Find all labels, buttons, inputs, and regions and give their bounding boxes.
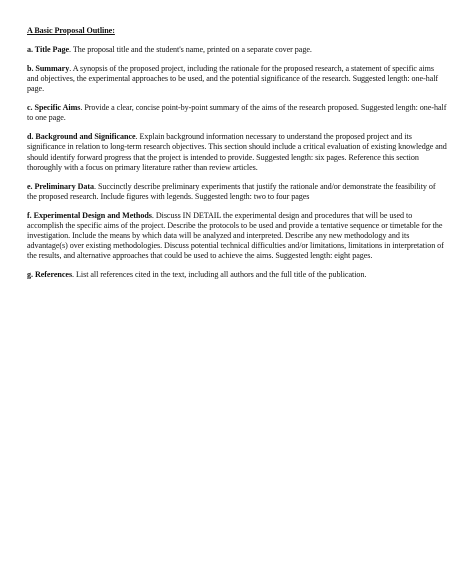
- section-text: Explain background information necessary to understand the proposed project and its significance in relation to long-term research objectives. This section should include a critical evaluation of existing knowledge and should identify forward progress that the project is intended to provide. Suggested length: six pages. Reference this section thoroughly with a focus on primary literature rather than review articles.: [27, 132, 447, 172]
- section-preliminary-data: e. Preliminary Data. Succinctly describe preliminary experiments that justify the rationale and/or demonstrate the feasibility of the proposed research. Include figures with legends. Suggested length: two to four pages: [27, 181, 436, 201]
- section-heading: b. Summary: [27, 64, 70, 73]
- document-content: [27, 26, 447, 289]
- section-heading: c. Specific Aims: [27, 103, 81, 113]
- section-text: A synopsis of the proposed project, including the rationale for the proposed research, a statement of specific aims and objectives, the experimental approaches to be used, and the potential significance of the research. Suggested length: one-half page.: [27, 64, 439, 94]
- section-text: List all references cited in the text, including all authors and the full title of the publication.: [76, 270, 367, 280]
- section-specific-aims: c. Specific Aims. Provide a clear, concise point-by-point summary of the aims of the research proposed. Suggested length: one-half to one page.: [27, 103, 447, 123]
- section-text: Discuss IN DETAIL the experimental design and procedures that will be used to accomplish the specific aims of the project. Describe the protocols to be used and provide a tentative sequence or timetable for the investigation. Include the means by which data will be analyzed and interpreted. Describe any new methodology and its advantage(s) over existing methodologies. Discuss potential technical difficulties and/or limitations, limitations in interpretation of the results, and alternative approaches that could be used to achieve the aims. Suggested length: eight pages.: [27, 210, 444, 261]
- document-title: A Basic Proposal Outline:: [27, 26, 115, 35]
- section-heading: f. Experimental Design and Methods: [27, 210, 152, 220]
- section-text: Succinctly describe preliminary experiments that justify the rationale and/or demonstrate the feasibility of the proposed research. Include figures with legends. Suggested length: two to four pages: [27, 181, 436, 201]
- section-references: g. References. List all references cited in the text, including all authors and the full title of the publication.: [27, 270, 367, 280]
- section-text: Provide a clear, concise point-by-point summary of the aims of the research proposed. Suggested length: one-half to one page.: [27, 103, 447, 123]
- section-summary: b. Summary. A synopsis of the proposed project, including the rationale for the proposed research, a statement of specific aims and objectives, the experimental approaches to be used, and the potential significance of the research. Suggested length: one-half page.: [27, 64, 439, 94]
- section-heading: e. Preliminary Data: [27, 181, 95, 191]
- section-text: The proposal title and the student's name, printed on a separate cover page.: [72, 45, 312, 55]
- section-heading: d. Background and Significance: [27, 132, 136, 142]
- section-experimental-design: f. Experimental Design and Methods. Discuss IN DETAIL the experimental design and procedures that will be used to accomplish the specific aims of the project. Describe the protocols to be used and provide a tentative sequence or timetable for the investigation. Include the means by which data will be analyzed and interpreted. Describe any new methodology and its advantage(s) over existing methodologies. Discuss potential technical difficulties and/or limitations, limitations in interpretation of the results, and alternative approaches that could be used to achieve the aims. Suggested length: eight pages.: [27, 210, 444, 261]
- section-heading: g. References: [27, 270, 73, 280]
- section-title-page: a. Title Page. The proposal title and the student's name, printed on a separate cover page.: [27, 45, 312, 55]
- section-heading: a. Title Page: [27, 45, 69, 55]
- section-background-significance: d. Background and Significance. Explain background information necessary to understand the proposed project and its significance in relation to long-term research objectives. This section should include a critical evaluation of existing knowledge and should identify forward progress that the project is intended to provide. Suggested length: six pages. Reference this section thoroughly with a focus on primary literature rather than review articles.: [27, 132, 447, 172]
